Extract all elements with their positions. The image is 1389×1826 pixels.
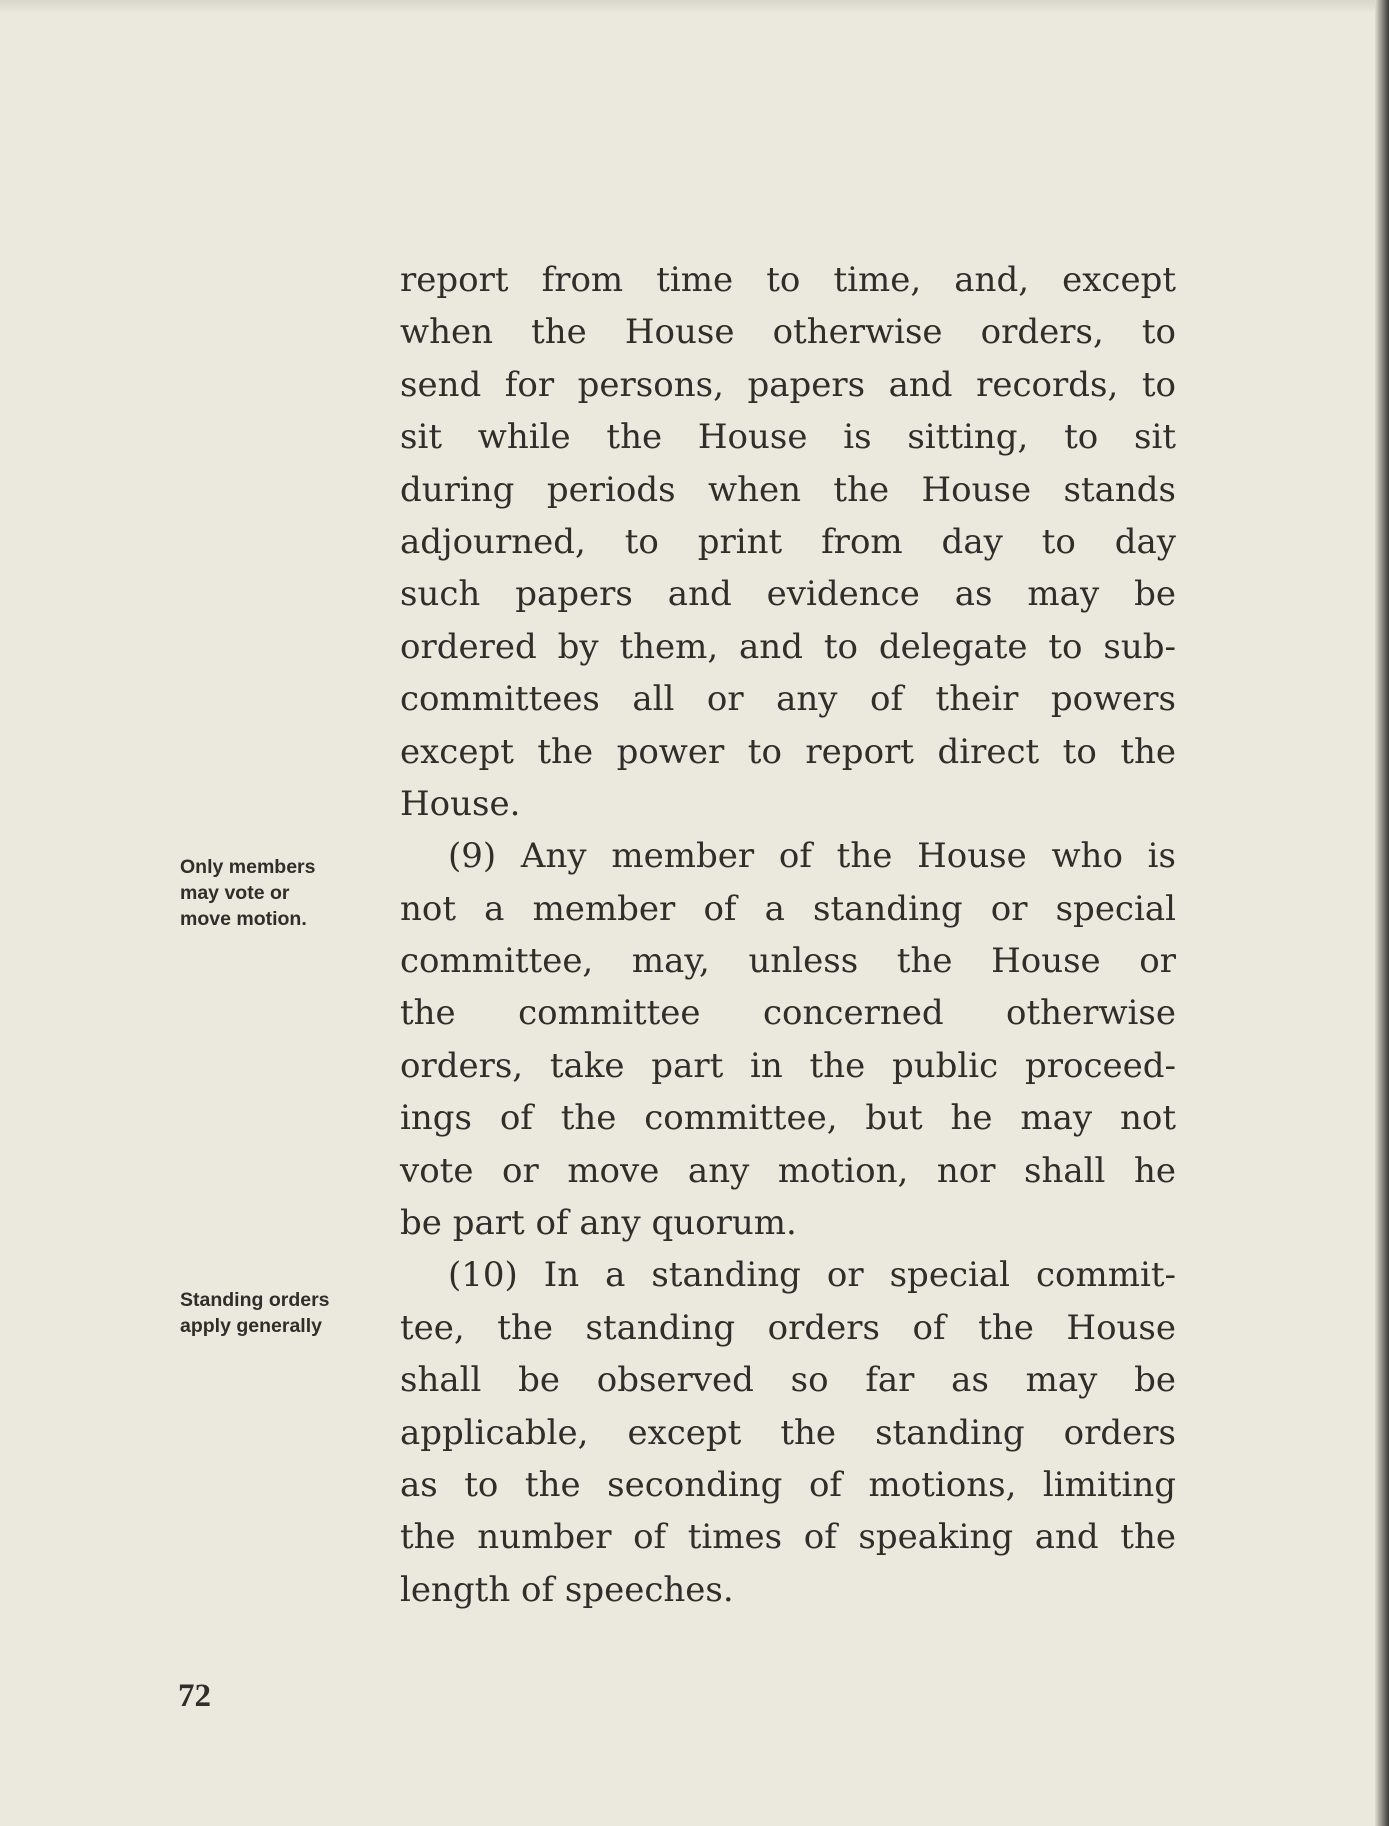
- text-line: the number of times of speaking and the: [400, 1517, 1176, 1558]
- margin-note-standing-orders: [180, 1287, 330, 1339]
- text-line: not a member of a standing or special: [400, 888, 1176, 929]
- text-line: ings of the committee, but he may not: [400, 1098, 1176, 1139]
- text-line: (10) In a standing or special commit-: [448, 1255, 1176, 1296]
- text-line: as to the seconding of motions, limiting: [400, 1464, 1176, 1505]
- text-line: except the power to report direct to the: [400, 731, 1176, 772]
- page-spine-edge: [1375, 0, 1389, 1826]
- text-line: shall be observed so far as may be: [400, 1360, 1176, 1401]
- margin-note-line: Only members: [180, 856, 316, 878]
- text-line: vote or move any motion, nor shall he: [400, 1150, 1176, 1191]
- margin-note-line: may vote or: [180, 882, 290, 904]
- margin-note-line: move motion.: [180, 908, 307, 930]
- main-text: [400, 254, 1176, 1616]
- text-line: such papers and evidence as may be: [400, 574, 1176, 615]
- margin-note-line: Standing orders: [180, 1289, 330, 1311]
- text-line: applicable, except the standing orders: [400, 1412, 1176, 1453]
- text-line: ordered by them, and to delegate to sub-: [400, 626, 1176, 667]
- text-line: the committee concerned otherwise: [400, 993, 1176, 1034]
- text-line: committees all or any of their powers: [400, 679, 1176, 720]
- text-line: length of speeches.: [400, 1569, 734, 1610]
- text-line: orders, take part in the public proceed-: [400, 1045, 1176, 1086]
- text-line: House.: [400, 783, 521, 824]
- text-line: during periods when the House stands: [400, 469, 1176, 510]
- text-line: when the House otherwise orders, to: [400, 312, 1176, 353]
- text-line: send for persons, papers and records, to: [400, 364, 1176, 405]
- text-line: tee, the standing orders of the House: [400, 1307, 1176, 1348]
- text-line: (9) Any member of the House who is: [448, 836, 1176, 877]
- paragraph-10: [400, 1249, 1176, 1616]
- paragraph-continued: [400, 254, 1176, 830]
- page-number: 72: [178, 1678, 211, 1714]
- margin-note-members-vote: [180, 854, 315, 932]
- text-line: report from time to time, and, except: [400, 260, 1176, 300]
- text-line: adjourned, to print from day to day: [400, 521, 1176, 562]
- paragraph-9: [400, 830, 1176, 1249]
- page-top-edge: [0, 0, 1389, 14]
- text-line: sit while the House is sitting, to sit: [400, 417, 1176, 458]
- text-line: committee, may, unless the House or: [400, 941, 1176, 982]
- margin-note-line: apply generally: [180, 1315, 322, 1337]
- text-line: be part of any quorum.: [400, 1203, 797, 1244]
